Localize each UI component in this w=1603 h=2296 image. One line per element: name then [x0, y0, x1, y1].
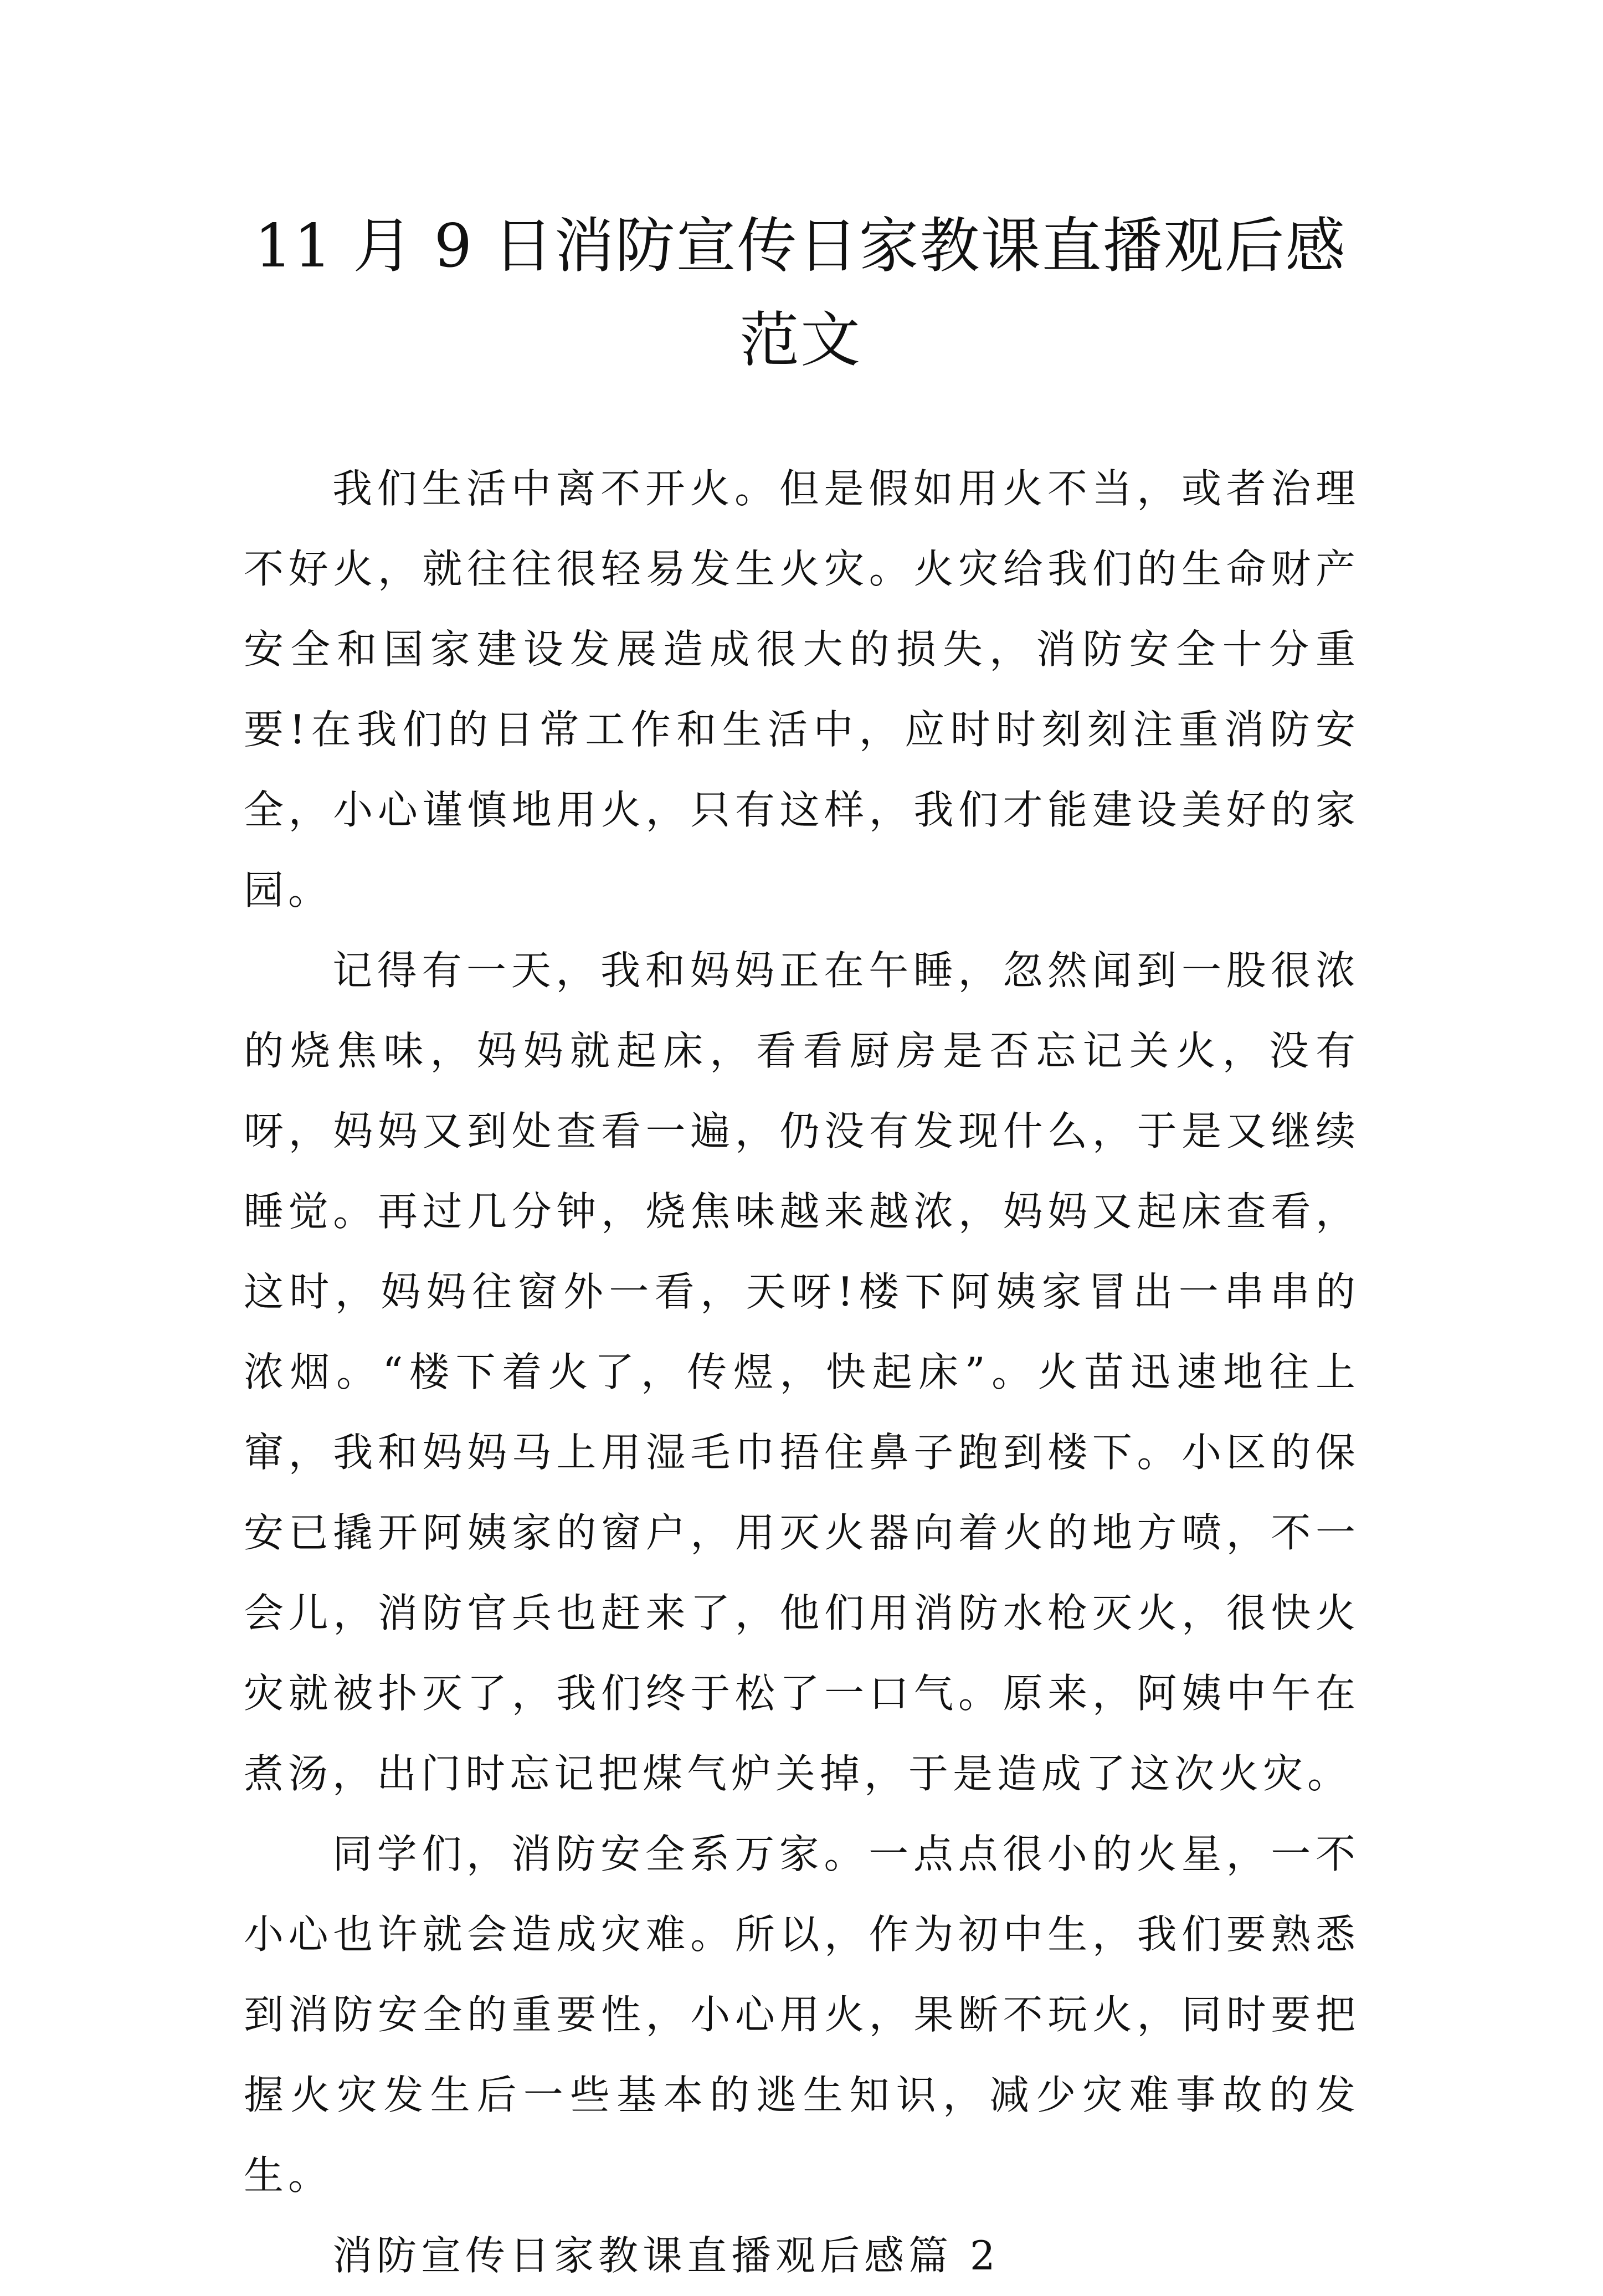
- paragraph-3: 同学们，消防安全系万家。一点点很小的火星，一不小心也许就会造成灾难。所以，作为初中生，我们要熟悉到消防安全的重要性，小心用火，果断不玩火，同时要把握火灾发生后一些基本的逃生知识，减少灾难事故的发生。: [244, 1831, 1360, 2199]
- paragraph-2: 记得有一天，我和妈妈正在午睡，忽然闻到一股很浓的烧焦味，妈妈就起床，看看厨房是否忘记关火，没有呀，妈妈又到处查看一遍，仍没有发现什么，于是又继续睡觉。再过几分钟，烧焦味越来越浓，妈妈又起床查看，这时，妈妈往窗外一看，天呀!楼下阿姨家冒出一串串的浓烟。“楼下着火了，传煜，快起床”。火苗迅速地往上窜，我和妈妈马上用湿毛巾捂住鼻子跑到楼下。小区的保安已撬开阿姨家的窗户，用灭火器向着火的地方喷，不一会儿，消防官兵也赶来了，他们用消防水枪灭火，很快火灾就被扑灭了，我们终于松了一口气。原来，阿姨中午在煮汤，出门时忘记把煤气炉关掉，于是造成了这次火灾。: [244, 947, 1360, 1797]
- section-heading: 消防宣传日家教课直播观后感篇 2: [332, 2232, 1000, 2279]
- document-body: [244, 449, 1360, 2296]
- document-title: 11 月 9 日消防宣传日家教课直播观后感范文: [254, 212, 1347, 375]
- paragraph-1: 我们生活中离不开火。但是假如用火不当，或者治理不好火，就往往很轻易发生火灾。火灾给我们的生命财产安全和国家建设发展造成很大的损失，消防安全十分重要!在我们的日常工作和生活中，应时时刻刻注重消防安全，小心谨慎地用火，只有这样，我们才能建设美好的家园。: [244, 465, 1360, 913]
